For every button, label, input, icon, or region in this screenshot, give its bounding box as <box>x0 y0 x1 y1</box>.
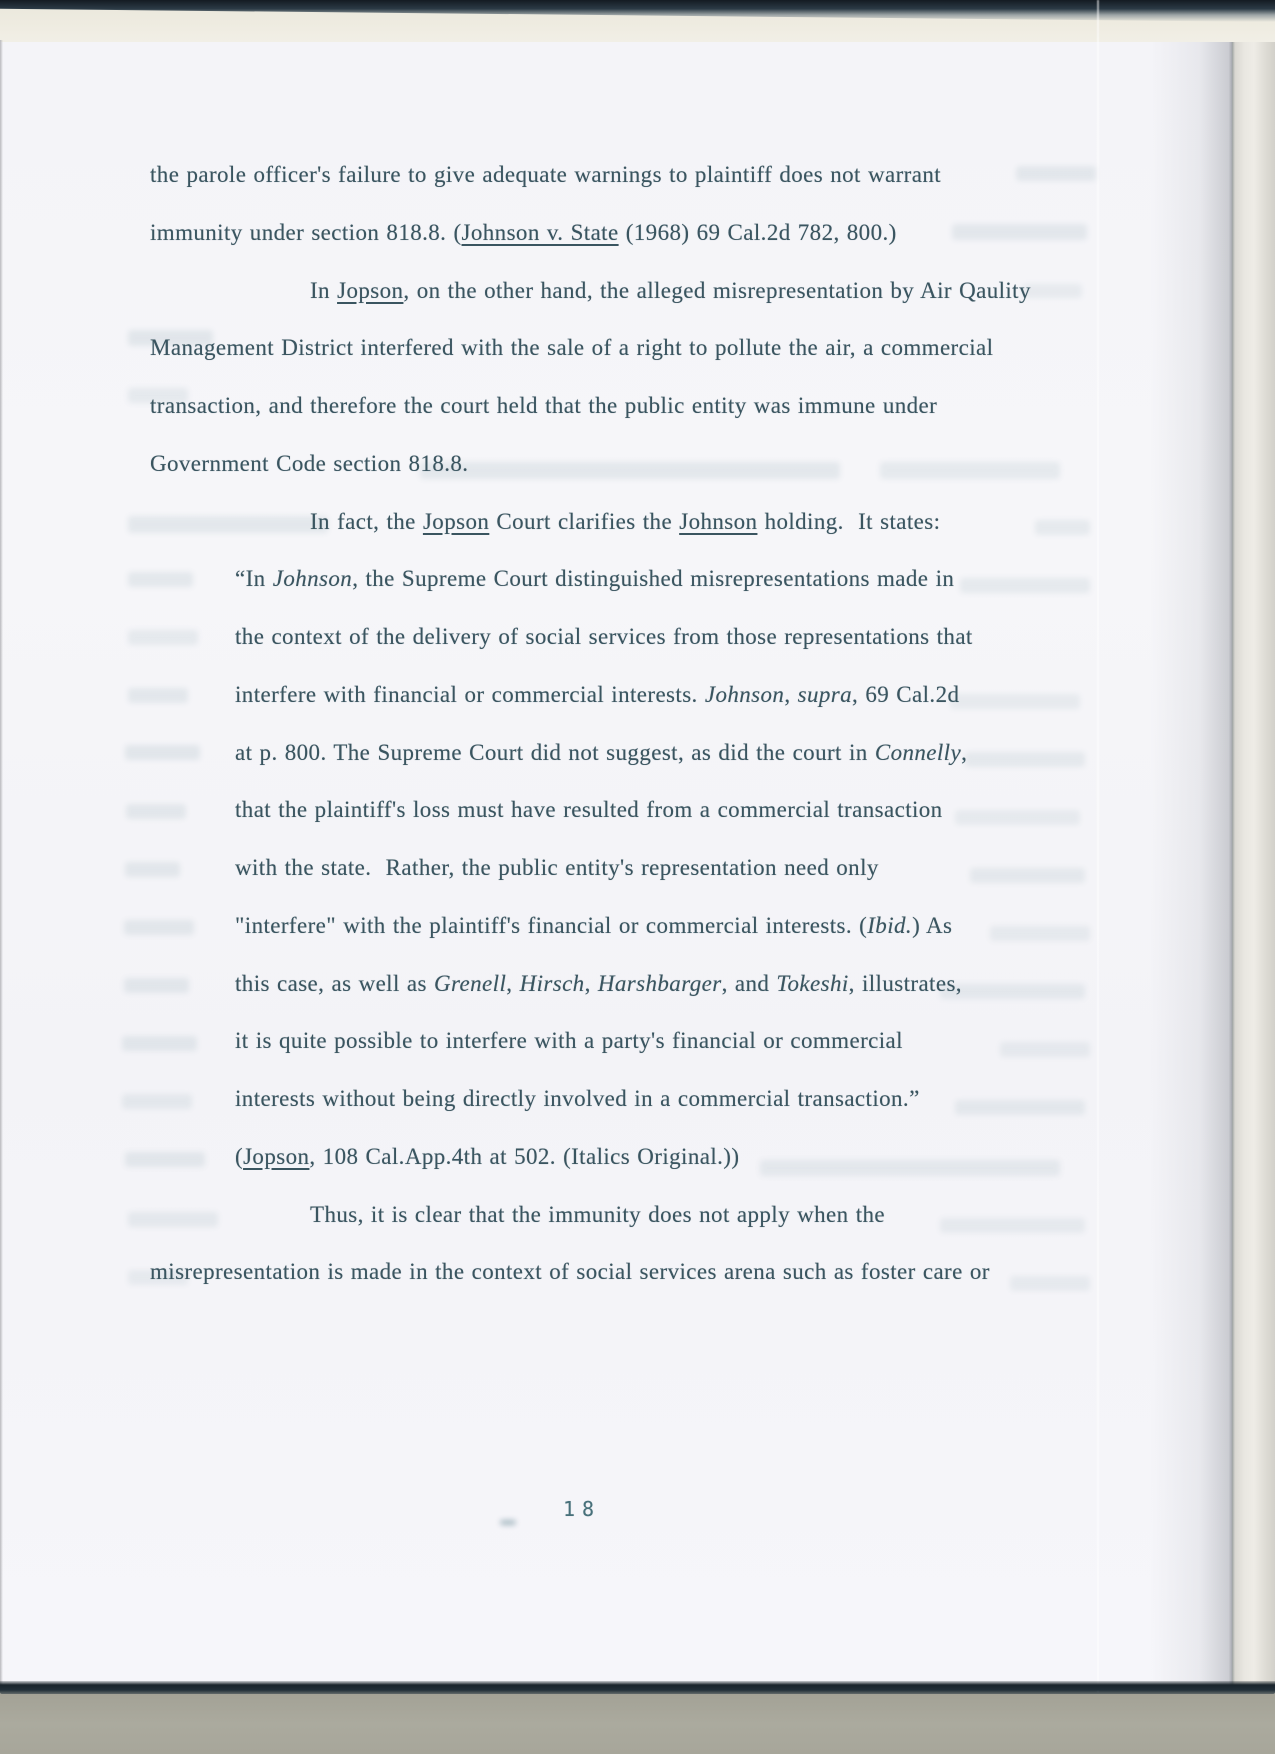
text-line: that the plaintiff's loss must have resulted from a commercial transaction <box>235 797 943 823</box>
text-line: immunity under section 818.8. (Johnson v. State (1968) 69 Cal.2d 782, 800.) <box>150 219 897 245</box>
page-stack-edge <box>1232 28 1275 1688</box>
text-line: "interfere" with the plaintiff's financial or commercial interests. (Ibid.) As <box>235 912 953 938</box>
text-line: Thus, it is clear that the immunity does not apply when the <box>310 1201 885 1227</box>
text-line: interests without being directly involved in a commercial transaction.” <box>235 1086 920 1111</box>
page-bottom-edge <box>0 1681 1275 1694</box>
text-line: transaction, and therefore the court held that the public entity was immune under <box>150 393 938 418</box>
text-line: (Jopson, 108 Cal.App.4th at 502. (Italics Original.)) <box>235 1143 740 1169</box>
page-number: 18 <box>563 1497 602 1521</box>
text-line: the context of the delivery of social services from those representations that <box>235 624 973 649</box>
bleed-through-smudge <box>500 1520 516 1525</box>
text-line: at p. 800. The Supreme Court did not suggest, as did the court in Connelly, <box>235 739 968 765</box>
text-line: this case, as well as Grenell, Hirsch, Harshbarger, and Tokeshi, illustrates, <box>235 970 962 996</box>
text-line: the parole officer's failure to give adequate warnings to plaintiff does not warrant <box>150 162 942 187</box>
text-line: Management District interfered with the sale of a right to pollute the air, a commercial <box>150 335 994 361</box>
text-line: it is quite possible to interfere with a party's financial or commercial <box>235 1028 903 1054</box>
scanner-bed <box>0 1694 1275 1754</box>
text-line: Government Code section 818.8. <box>150 450 469 476</box>
text-line: In fact, the Jopson Court clarifies the Johnson holding. It states: <box>310 508 941 534</box>
text-line: with the state. Rather, the public entity's representation need only <box>235 855 879 880</box>
text-line: misrepresentation is made in the context of social services arena such as foster care or <box>150 1259 990 1285</box>
page-edge-shadow <box>1150 40 1232 1685</box>
text-line: “In Johnson, the Supreme Court distinguished misrepresentations made in <box>235 566 955 592</box>
body-text <box>150 146 1150 1301</box>
page-left-edge <box>0 40 3 1685</box>
text-line: In Jopson, on the other hand, the alleged misrepresentation by Air Qaulity <box>310 277 1031 303</box>
text-line: interfere with financial or commercial interests. Johnson, supra, 69 Cal.2d <box>235 681 960 707</box>
